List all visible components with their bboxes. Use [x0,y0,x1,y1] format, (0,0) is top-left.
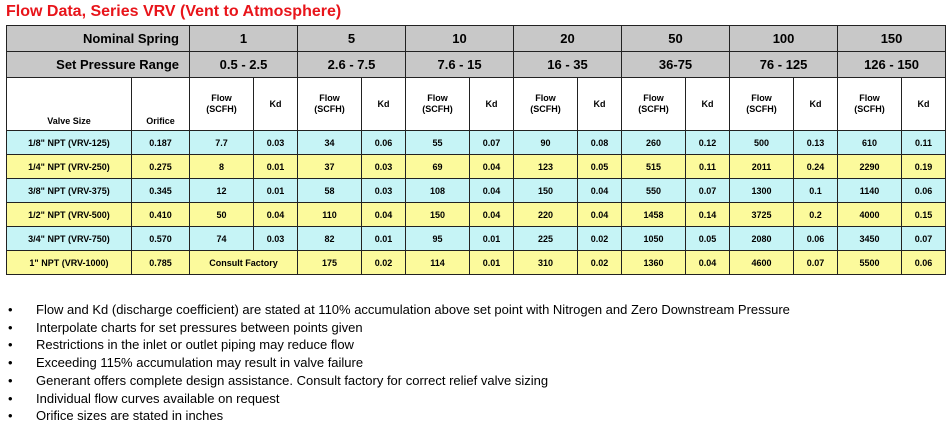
kd-cell: 0.01 [470,227,514,251]
note-item: • Flow and Kd (discharge coefficient) are stated at 110% accumulation above set point with Nitrogen and Zero Downstream Pressure [36,301,790,319]
flow-cell: 82 [298,227,362,251]
kd-cell: 0.02 [578,227,622,251]
kd-cell: 0.06 [794,227,838,251]
flow-header-line1: Flow [319,93,340,103]
flow-header-line2: (SCFH) [746,104,777,114]
flow-cell: 3725 [730,203,794,227]
flow-header-line1: Flow [535,93,556,103]
set-pressure-label: Set Pressure Range [7,52,190,78]
flow-cell: 7.7 [190,131,254,155]
nominal-spring-row [7,26,946,52]
set-pressure-value: 16 - 35 [514,52,622,78]
flow-cell: 500 [730,131,794,155]
kd-cell: 0.02 [362,251,406,275]
set-pressure-value: 126 - 150 [838,52,946,78]
flow-cell: 110 [298,203,362,227]
notes-list [0,301,790,425]
kd-cell: 0.06 [902,179,946,203]
flow-cell: 610 [838,131,902,155]
flow-header [190,78,254,131]
valve-size-cell: 1/2" NPT (VRV-500) [7,203,132,227]
flow-header-line2: (SCFH) [530,104,561,114]
kd-cell: 0.01 [254,155,298,179]
note-item: • Orifice sizes are stated in inches [36,407,790,425]
kd-cell: 0.07 [686,179,730,203]
flow-header-line2: (SCFH) [638,104,669,114]
kd-cell: 0.11 [902,131,946,155]
flow-header-line2: (SCFH) [314,104,345,114]
table-row [7,155,946,179]
nominal-spring-value: 100 [730,26,838,52]
column-header-row [7,78,946,131]
kd-cell: 0.07 [470,131,514,155]
nominal-spring-value: 150 [838,26,946,52]
kd-cell: 0.05 [686,227,730,251]
flow-cell: 1458 [622,203,686,227]
kd-cell: 0.03 [362,179,406,203]
nominal-spring-value: 5 [298,26,406,52]
flow-header-line1: Flow [427,93,448,103]
kd-cell: 0.06 [902,251,946,275]
flow-cell: 90 [514,131,578,155]
valve-size-cell: 1" NPT (VRV-1000) [7,251,132,275]
kd-cell: 0.08 [578,131,622,155]
flow-cell: 8 [190,155,254,179]
set-pressure-value: 0.5 - 2.5 [190,52,298,78]
note-item: • Generant offers complete design assistance. Consult factory for correct relief valve sizing [36,372,790,390]
kd-cell: 0.04 [578,203,622,227]
flow-cell: 1300 [730,179,794,203]
set-pressure-value: 7.6 - 15 [406,52,514,78]
valve-size-cell: 1/4" NPT (VRV-250) [7,155,132,179]
set-pressure-value: 76 - 125 [730,52,838,78]
kd-cell: 0.04 [686,251,730,275]
flow-header [730,78,794,131]
set-pressure-value: 2.6 - 7.5 [298,52,406,78]
kd-header: Kd [578,78,622,131]
flow-cell: 95 [406,227,470,251]
note-item: • Restrictions in the inlet or outlet piping may reduce flow [36,336,790,354]
kd-cell: 0.15 [902,203,946,227]
kd-header: Kd [686,78,730,131]
kd-cell: 0.05 [578,155,622,179]
flow-header [838,78,902,131]
flow-header-line2: (SCFH) [422,104,453,114]
kd-cell: 0.03 [254,131,298,155]
kd-cell: 0.03 [254,227,298,251]
nominal-spring-value: 50 [622,26,730,52]
flow-cell: 2011 [730,155,794,179]
flow-cell: 2080 [730,227,794,251]
table-row [7,227,946,251]
flow-header [406,78,470,131]
orifice-cell: 0.345 [132,179,190,203]
kd-cell: 0.24 [794,155,838,179]
flow-cell: 225 [514,227,578,251]
nominal-spring-value: 10 [406,26,514,52]
nominal-spring-label: Nominal Spring [7,26,190,52]
kd-cell: 0.02 [578,251,622,275]
kd-cell: 0.01 [362,227,406,251]
nominal-spring-value: 20 [514,26,622,52]
orifice-cell: 0.187 [132,131,190,155]
kd-cell: 0.19 [902,155,946,179]
flow-cell: 4600 [730,251,794,275]
flow-header [622,78,686,131]
flow-cell: 37 [298,155,362,179]
note-item: • Interpolate charts for set pressures between points given [36,319,790,337]
orifice-header: Orifice [132,78,190,131]
flow-cell: 108 [406,179,470,203]
flow-cell: 550 [622,179,686,203]
kd-header: Kd [470,78,514,131]
flow-cell: 4000 [838,203,902,227]
flow-cell: 50 [190,203,254,227]
flow-cell: 150 [406,203,470,227]
flow-header-line2: (SCFH) [854,104,885,114]
consult-factory-cell: Consult Factory [190,251,298,275]
kd-header: Kd [902,78,946,131]
flow-header [514,78,578,131]
table-row [7,179,946,203]
flow-cell: 220 [514,203,578,227]
kd-cell: 0.04 [470,155,514,179]
kd-cell: 0.04 [470,203,514,227]
flow-header [298,78,362,131]
kd-header: Kd [362,78,406,131]
note-item: • Exceeding 115% accumulation may result in valve failure [36,354,790,372]
flow-cell: 150 [514,179,578,203]
flow-cell: 114 [406,251,470,275]
kd-cell: 0.13 [794,131,838,155]
valve-size-header: Valve Size [7,78,132,131]
flow-data-table [6,25,946,275]
flow-header-line1: Flow [859,93,880,103]
flow-cell: 123 [514,155,578,179]
flow-cell: 1360 [622,251,686,275]
valve-size-cell: 1/8" NPT (VRV-125) [7,131,132,155]
set-pressure-row [7,52,946,78]
flow-cell: 175 [298,251,362,275]
flow-header-line1: Flow [751,93,772,103]
kd-cell: 0.04 [254,203,298,227]
kd-cell: 0.04 [362,203,406,227]
kd-header: Kd [254,78,298,131]
table-row [7,131,946,155]
page-title: Flow Data, Series VRV (Vent to Atmosphere) [6,3,342,20]
valve-size-cell: 3/8" NPT (VRV-375) [7,179,132,203]
flow-header-line1: Flow [643,93,664,103]
flow-cell: 69 [406,155,470,179]
kd-cell: 0.07 [794,251,838,275]
flow-cell: 2290 [838,155,902,179]
flow-cell: 260 [622,131,686,155]
table-row [7,203,946,227]
kd-cell: 0.04 [470,179,514,203]
set-pressure-value: 36-75 [622,52,730,78]
flow-cell: 1140 [838,179,902,203]
flow-cell: 58 [298,179,362,203]
kd-cell: 0.01 [470,251,514,275]
flow-cell: 515 [622,155,686,179]
kd-cell: 0.2 [794,203,838,227]
flow-cell: 5500 [838,251,902,275]
flow-header-line2: (SCFH) [206,104,237,114]
flow-cell: 34 [298,131,362,155]
flow-header-line1: Flow [211,93,232,103]
kd-cell: 0.11 [686,155,730,179]
kd-cell: 0.06 [362,131,406,155]
kd-header: Kd [794,78,838,131]
orifice-cell: 0.275 [132,155,190,179]
flow-cell: 12 [190,179,254,203]
kd-cell: 0.04 [578,179,622,203]
flow-cell: 74 [190,227,254,251]
kd-cell: 0.14 [686,203,730,227]
flow-cell: 1050 [622,227,686,251]
orifice-cell: 0.785 [132,251,190,275]
orifice-cell: 0.570 [132,227,190,251]
kd-cell: 0.01 [254,179,298,203]
kd-cell: 0.07 [902,227,946,251]
flow-cell: 55 [406,131,470,155]
nominal-spring-value: 1 [190,26,298,52]
flow-cell: 310 [514,251,578,275]
note-item: • Individual flow curves available on request [36,390,790,408]
kd-cell: 0.12 [686,131,730,155]
flow-cell: 3450 [838,227,902,251]
table-row [7,251,946,275]
valve-size-cell: 3/4" NPT (VRV-750) [7,227,132,251]
kd-cell: 0.03 [362,155,406,179]
orifice-cell: 0.410 [132,203,190,227]
kd-cell: 0.1 [794,179,838,203]
